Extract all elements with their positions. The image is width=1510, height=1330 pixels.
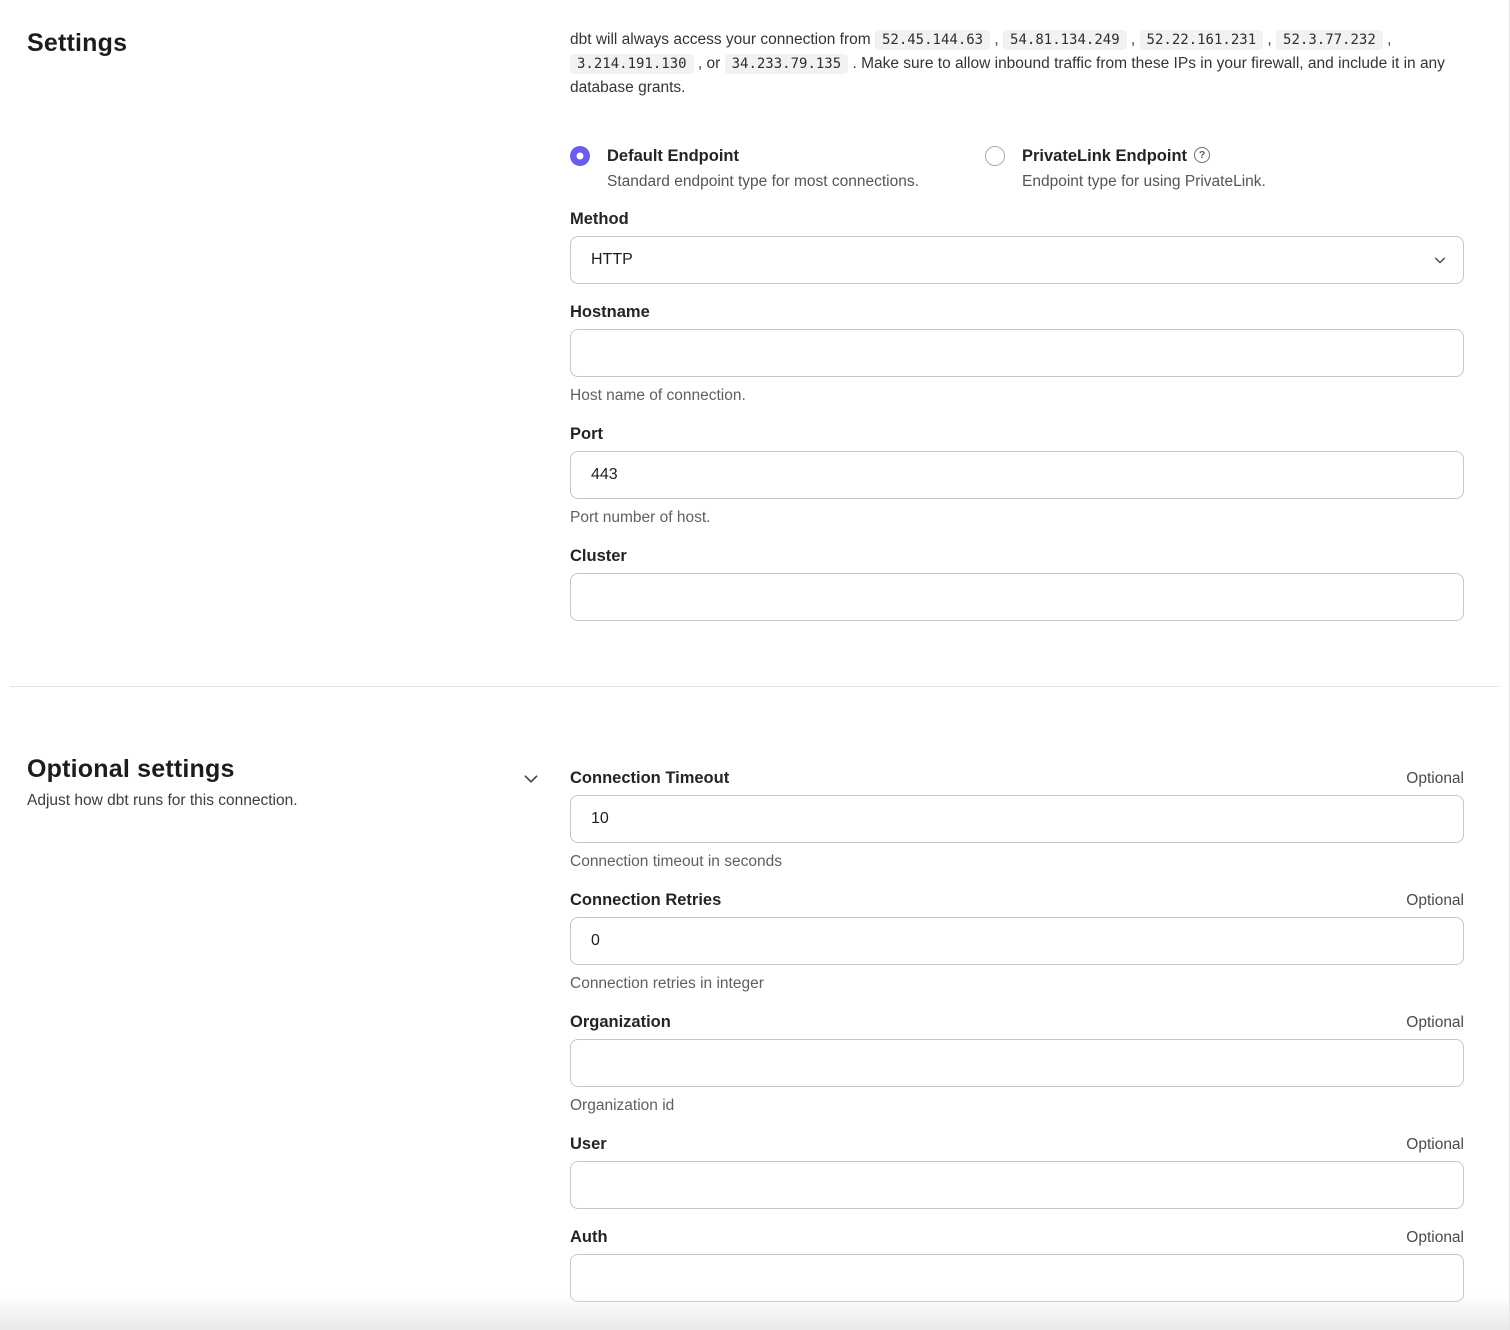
settings-fields [570, 210, 1464, 621]
field-label-row [570, 210, 1464, 236]
field-label-row [570, 1013, 1464, 1039]
ip-address-chip: 54.81.134.249 [1003, 30, 1127, 50]
field-control [570, 1161, 1464, 1209]
field-helper: Port number of host. [570, 509, 711, 526]
connection-timeout-input[interactable] [570, 795, 1464, 843]
field-label-row [570, 303, 1464, 329]
field-label: Connection Timeout [570, 769, 730, 787]
field-user [570, 1135, 1464, 1209]
field-label-row [570, 769, 1464, 795]
endpoint-option-label: PrivateLink Endpoint ? [1022, 145, 1266, 167]
radio-unselected-icon[interactable] [985, 146, 1005, 166]
hostname-input[interactable] [570, 329, 1464, 377]
endpoint-option-label: Default Endpoint [607, 147, 739, 165]
optional-fields [570, 769, 1464, 1302]
field-label: Method [570, 210, 629, 228]
optional-badge: Optional [1406, 1014, 1464, 1031]
field-control [570, 236, 1464, 284]
field-label-row [570, 425, 1464, 451]
endpoint-option-privatelink-endpoint[interactable] [985, 145, 1266, 192]
field-label: Connection Retries [570, 891, 722, 909]
ip-address-chip: 34.233.79.135 [725, 54, 849, 74]
cluster-input[interactable] [570, 573, 1464, 621]
settings-title: Settings [27, 29, 128, 57]
field-helper: Connection timeout in seconds [570, 853, 782, 870]
field-auth [570, 1228, 1464, 1302]
field-control [570, 1254, 1464, 1302]
optional-badge: Optional [1406, 1136, 1464, 1153]
field-label-row [570, 891, 1464, 917]
ip-address-chip: 52.45.144.63 [875, 30, 990, 50]
field-label-row [570, 1135, 1464, 1161]
field-control [570, 573, 1464, 621]
field-port [570, 425, 1464, 528]
endpoint-option-body [1022, 145, 1266, 192]
optional-settings-collapse-area [497, 754, 570, 1302]
field-connection-timeout [570, 769, 1464, 872]
optional-settings-section [0, 687, 1509, 1302]
settings-section [0, 0, 1509, 621]
endpoint-option-body [607, 145, 985, 192]
connection-retries-input[interactable] [570, 917, 1464, 965]
collapse-chevron-icon[interactable] [522, 770, 540, 788]
settings-section-form [570, 28, 1464, 621]
field-helper: Organization id [570, 1097, 675, 1114]
field-control [570, 451, 1464, 499]
field-cluster [570, 547, 1464, 621]
optional-settings-title: Optional settings [27, 755, 235, 783]
field-label: Port [570, 425, 603, 443]
chevron-down-icon [1433, 253, 1447, 267]
endpoint-option-default-endpoint[interactable] [570, 145, 985, 192]
field-label: Cluster [570, 547, 627, 565]
field-label-row [570, 1228, 1464, 1254]
field-organization [570, 1013, 1464, 1116]
field-connection-retries [570, 891, 1464, 994]
help-icon[interactable]: ? [1194, 147, 1210, 163]
method-select[interactable] [570, 236, 1464, 284]
field-helper: Connection retries in integer [570, 975, 764, 992]
field-label: Auth [570, 1228, 608, 1246]
radio-selected-icon[interactable] [570, 146, 590, 166]
field-label: Hostname [570, 303, 650, 321]
field-label: Organization [570, 1013, 671, 1031]
field-method [570, 210, 1464, 284]
field-control [570, 917, 1464, 965]
port-input[interactable] [570, 451, 1464, 499]
optional-badge: Optional [1406, 770, 1464, 787]
user-input[interactable] [570, 1161, 1464, 1209]
ip-address-chip: 52.3.77.232 [1276, 30, 1383, 50]
ip-allowlist-text: dbt will always access your connection from 52.45.144.63 , 54.81.134.249 , 52.22.161.231 , 52.3.77.232 , 3.214.191.130 , or 34.233.79.135 . Make sure to allow inbound traffic from these IPs in your firewall, and include it in any database grants. [570, 31, 1445, 96]
endpoint-type-radio-group [570, 145, 1464, 192]
optional-settings-subtitle: Adjust how dbt runs for this connection. [27, 792, 298, 809]
field-control [570, 1039, 1464, 1087]
field-control [570, 329, 1464, 377]
endpoint-option-description: Endpoint type for using PrivateLink. [1022, 173, 1266, 190]
optional-badge: Optional [1406, 892, 1464, 909]
field-label-row [570, 547, 1464, 573]
ip-address-chip: 3.214.191.130 [570, 54, 694, 74]
field-helper: Host name of connection. [570, 387, 746, 404]
endpoint-option-description: Standard endpoint type for most connections. [607, 173, 919, 190]
optional-badge: Optional [1406, 1229, 1464, 1246]
organization-input[interactable] [570, 1039, 1464, 1087]
ip-address-chip: 52.22.161.231 [1140, 30, 1264, 50]
auth-input[interactable] [570, 1254, 1464, 1302]
settings-section-left [27, 28, 570, 621]
optional-settings-left [27, 754, 497, 1302]
field-label: User [570, 1135, 607, 1153]
field-control [570, 795, 1464, 843]
field-hostname [570, 303, 1464, 406]
